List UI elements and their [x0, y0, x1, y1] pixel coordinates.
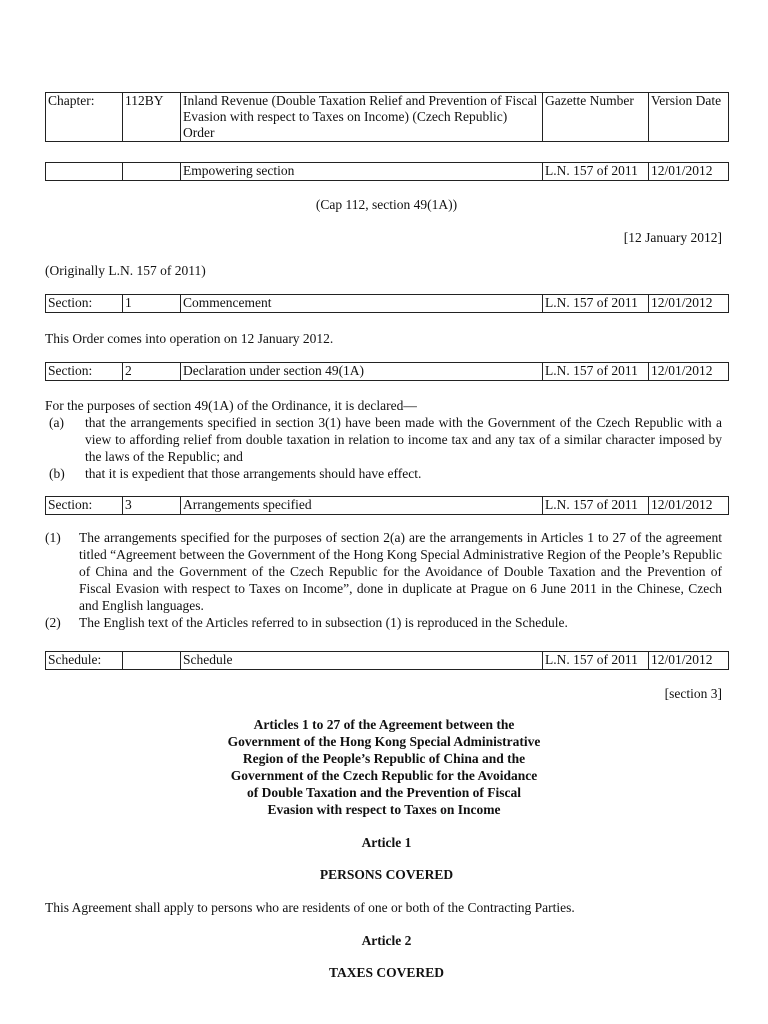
empowering-label-cell: [46, 163, 123, 181]
chapter-header-table: [45, 92, 729, 142]
section-number: 2: [123, 363, 181, 381]
section-label: Section:: [46, 497, 123, 515]
list-item: [45, 465, 722, 482]
section-2-table: [45, 362, 729, 381]
originally-note: (Originally L.N. 157 of 2011): [45, 263, 206, 278]
section-3-table: [45, 496, 729, 515]
chapter-label: Chapter:: [46, 93, 123, 142]
schedule-heading-line: of Double Taxation and the Prevention of Fiscal: [247, 785, 521, 800]
section-gazette: L.N. 157 of 2011: [543, 295, 649, 313]
section-date: 12/01/2012: [649, 295, 729, 313]
section-3-list: [45, 529, 722, 631]
article-heading: PERSONS COVERED: [319, 867, 454, 882]
list-item-label: (2): [45, 615, 61, 630]
list-item: [45, 614, 722, 631]
chapter-title: Inland Revenue (Double Taxation Relief and Prevention of Fiscal Evasion with respect to Taxes on Income) (Czech Republic) Order: [181, 93, 543, 142]
commencement-date: [12 January 2012]: [623, 230, 722, 245]
section-2-intro: For the purposes of section 49(1A) of the Ordinance, it is declared—: [45, 398, 417, 413]
article-number: Article 2: [361, 933, 412, 948]
schedule-label: Schedule:: [46, 652, 123, 670]
section-gazette: L.N. 157 of 2011: [543, 497, 649, 515]
empowering-title: Empowering section: [181, 163, 543, 181]
section-title: Declaration under section 49(1A): [181, 363, 543, 381]
cap-reference: (Cap 112, section 49(1A)): [315, 197, 458, 212]
empowering-number-cell: [123, 163, 181, 181]
schedule-number: [123, 652, 181, 670]
schedule-heading: [184, 716, 584, 818]
schedule-heading-line: Evasion with respect to Taxes on Income: [267, 802, 501, 817]
empowering-date: 12/01/2012: [649, 163, 729, 181]
list-item: [45, 414, 722, 465]
schedule-date: 12/01/2012: [649, 652, 729, 670]
section-label: Section:: [46, 295, 123, 313]
list-item-text: that it is expedient that those arrangements should have effect.: [85, 466, 422, 481]
schedule-heading-line: Articles 1 to 27 of the Agreement between the: [253, 717, 515, 732]
schedule-heading-line: Region of the People’s Republic of China and the: [242, 751, 526, 766]
empowering-section-table: [45, 162, 729, 181]
schedule-table: [45, 651, 729, 670]
schedule-gazette: L.N. 157 of 2011: [543, 652, 649, 670]
section-number: 3: [123, 497, 181, 515]
schedule-heading-line: Government of the Hong Kong Special Administrative: [227, 734, 541, 749]
section-date: 12/01/2012: [649, 497, 729, 515]
list-item-text: that the arrangements specified in section 3(1) have been made with the Government of the Czech Republic with a view to affording relief from double taxation in relation to income tax and any tax of a similar character imposed by the laws of the Republic; and: [85, 415, 722, 464]
list-item-text: The arrangements specified for the purposes of section 2(a) are the arrangements in Articles 1 to 27 of the agreement titled “Agreement between the Government of the Hong Kong Special Administrative Region of the People’s Republic of China and the Government of the Czech Republic for the Avoidance of Double Taxation and the Prevention of Fiscal Evasion with respect to Taxes on Income”, done in duplicate at Prague on 6 June 2011 in the Chinese, Czech and English languages.: [79, 530, 722, 613]
article-heading: TAXES COVERED: [329, 965, 444, 980]
section-2-list: [45, 414, 722, 482]
schedule-heading-line: Government of the Czech Republic for the Avoidance: [230, 768, 538, 783]
chapter-number: 112BY: [123, 93, 181, 142]
empowering-gazette: L.N. 157 of 2011: [543, 163, 649, 181]
section-label: Section:: [46, 363, 123, 381]
section-1-table: [45, 294, 729, 313]
list-item-label: (a): [49, 415, 64, 430]
section-1-text: This Order comes into operation on 12 January 2012.: [45, 331, 334, 346]
section-gazette: L.N. 157 of 2011: [543, 363, 649, 381]
list-item: [45, 529, 722, 614]
section-date: 12/01/2012: [649, 363, 729, 381]
article-text: This Agreement shall apply to persons who are residents of one or both of the Contracting Parties.: [45, 900, 575, 915]
list-item-label: (b): [49, 466, 65, 481]
article-number: Article 1: [361, 835, 412, 850]
section-title: Arrangements specified: [181, 497, 543, 515]
section-number: 1: [123, 295, 181, 313]
list-item-text: The English text of the Articles referred to in subsection (1) is reproduced in the Schedule.: [79, 615, 568, 630]
section-title: Commencement: [181, 295, 543, 313]
schedule-title: Schedule: [181, 652, 543, 670]
version-date-header: Version Date: [649, 93, 729, 142]
list-item-label: (1): [45, 530, 61, 545]
gazette-number-header: Gazette Number: [543, 93, 649, 142]
schedule-reference: [section 3]: [664, 686, 722, 701]
